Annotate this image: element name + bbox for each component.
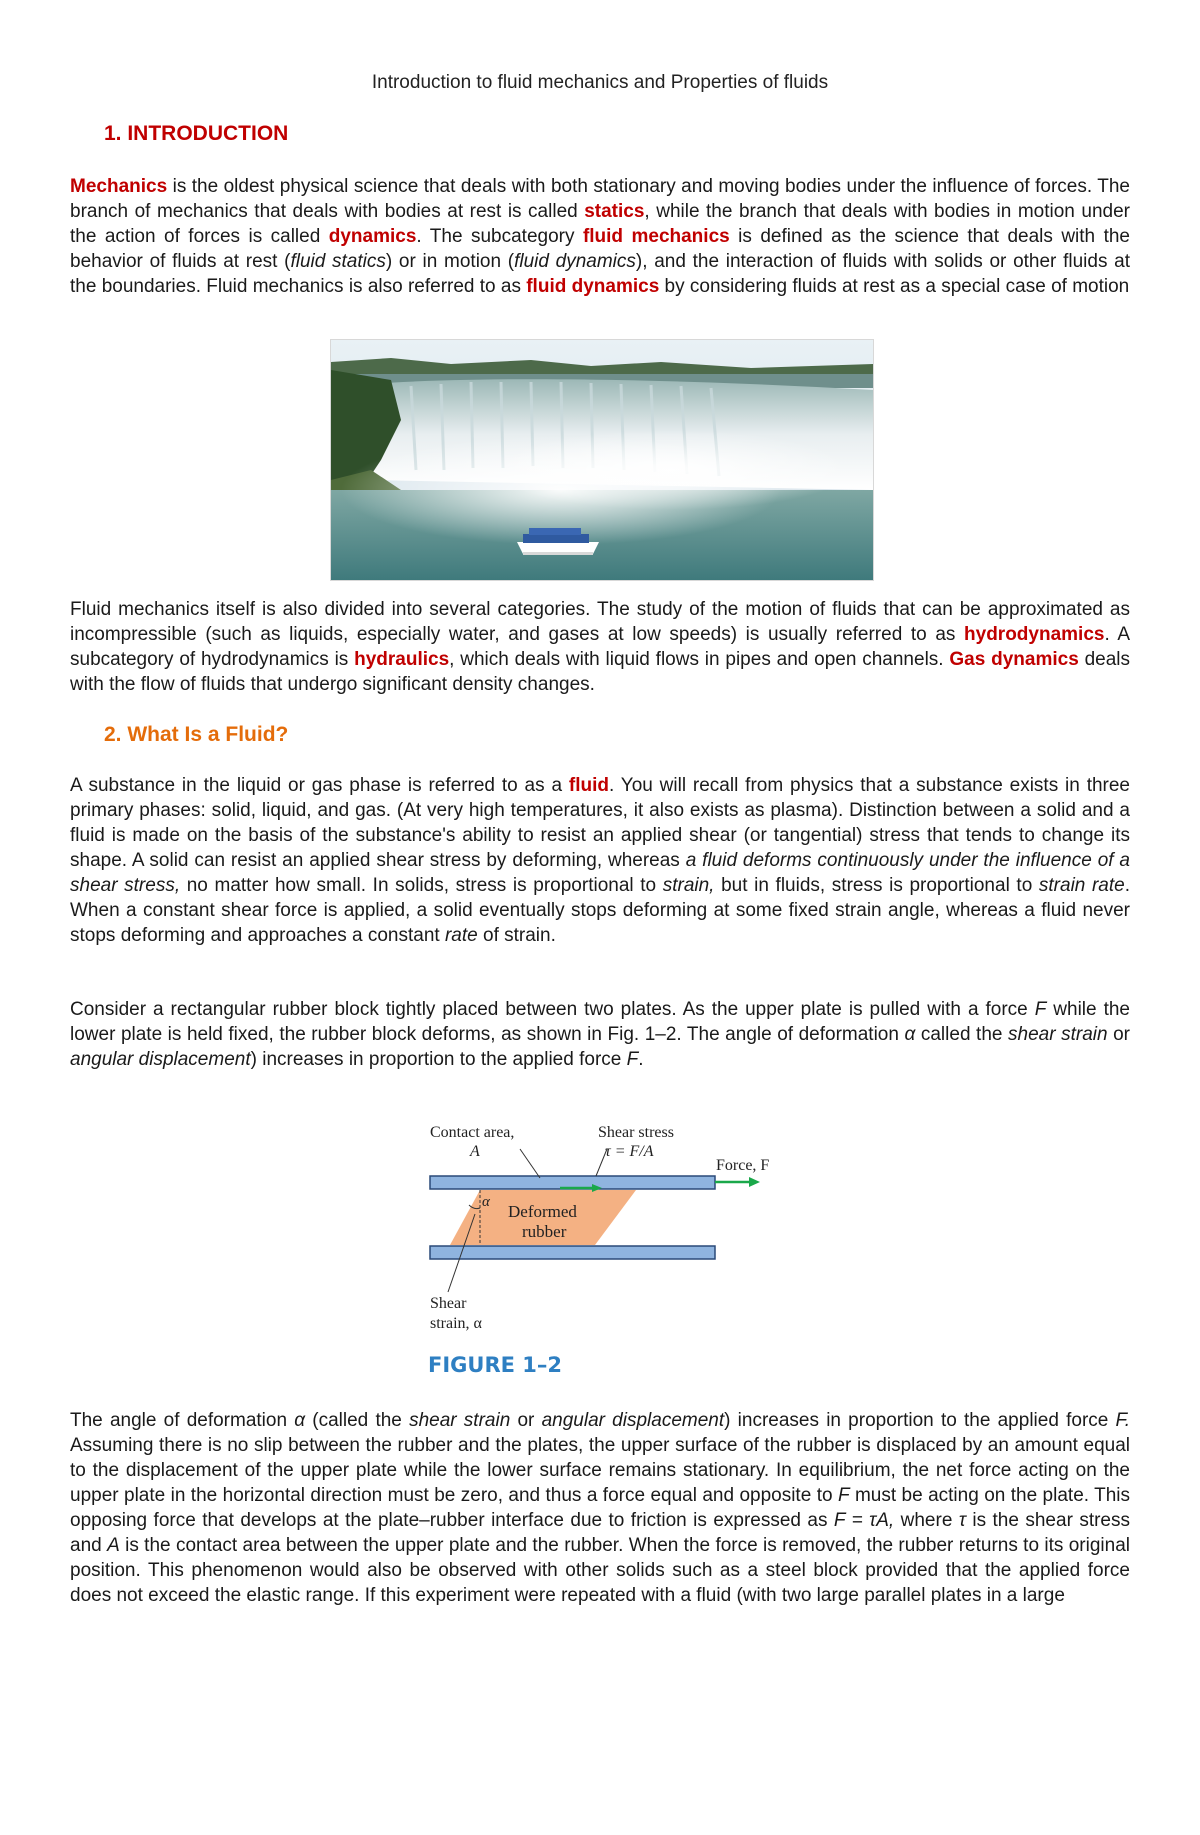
text-run: . (638, 1049, 644, 1070)
text-run: Fluid mechanics itself is also divided into several categories. The study of the motion of fluids that can be approximated as incompressible (such as liquids, especially water, and gases at low speeds) is usually referred to as (70, 599, 1130, 645)
italic-term: α (294, 1410, 306, 1431)
italic-term: fluid dynamics (514, 251, 636, 272)
italic-term: a fluid deforms continuously under the influence of a shear stress, (70, 850, 1130, 896)
text-run: while the lower plate is held fixed, the rubber block deforms, as shown in Fig. 1–2. The angle of deformation (70, 999, 1130, 1045)
italic-term: τ (958, 1510, 966, 1531)
italic-term: F (1034, 999, 1047, 1020)
italic-term: A (107, 1535, 120, 1556)
alpha-label: α (482, 1194, 490, 1210)
text-run: where (894, 1510, 959, 1531)
italic-term: fluid statics (290, 251, 386, 272)
rubber-label: rubber (522, 1222, 567, 1241)
equilibrium-paragraph (70, 1408, 1130, 1608)
lower-plate (430, 1246, 715, 1259)
text-run: A substance in the liquid or gas phase is referred to as a (70, 775, 569, 796)
intro-paragraph (70, 174, 1130, 299)
shear-stress-equation: τ = F/A (605, 1143, 654, 1160)
italic-term: angular displacement (541, 1410, 725, 1431)
text-run: . A subcategory of hydrodynamics is (70, 624, 1130, 670)
text-run: The angle of deformation (70, 1410, 295, 1431)
italic-term: F = τA, (833, 1510, 895, 1531)
text-run: no matter how small. In solids, stress is proportional to (180, 875, 663, 896)
keyword: hydrodynamics (964, 624, 1105, 645)
strain-label: strain, α (430, 1315, 482, 1332)
text-run: . The subcategory (416, 226, 583, 247)
rubber-block-paragraph (70, 997, 1130, 1072)
shear-stress-label: Shear stress (598, 1124, 674, 1141)
page-header-title: Introduction to fluid mechanics and Properties of fluids (371, 72, 829, 93)
text-run: is the contact area between the upper plate and the rubber. When the force is removed, the rubber returns to its original position. This phenomenon would also be observed with other solids such as a steel block provided that the applied force does not exceed the elastic range. If this experiment were repeated with a fluid (with two large parallel plates in a large (70, 1535, 1130, 1606)
text-run: or (1107, 1024, 1130, 1045)
italic-term: F. (1115, 1410, 1130, 1431)
categories-paragraph (70, 597, 1130, 697)
italic-term: shear strain (409, 1410, 511, 1431)
keyword: fluid dynamics (526, 276, 660, 297)
text-run: ) increases in proportion to the applied force (250, 1049, 627, 1070)
text-run: by considering fluids at rest as a special case of motion (659, 276, 1130, 297)
section-2-heading: 2. What Is a Fluid? (104, 723, 289, 746)
keyword: hydraulics (354, 649, 450, 670)
text-run: but in fluids, stress is proportional to (714, 875, 1039, 896)
text-run: . You will recall from physics that a substance exists in three primary phases: solid, liquid, and gas. (At very high temperatures, it also exists as plasma). Distinction between a solid and a fluid is made on the basis of the substance's ability to resist an applied shear (or tangential) stress that tends to change its shape. A solid can resist an applied shear stress by deforming, whereas (70, 775, 1130, 871)
text-run: , while the branch that deals with bodies in motion under the action of forces is called (70, 201, 1130, 247)
italic-term: shear strain (1008, 1024, 1108, 1045)
contact-area-symbol: A (470, 1143, 480, 1160)
italic-term: strain rate (1038, 875, 1125, 896)
text-run: ), and the interaction of fluids with solids or other fluids at the boundaries. Fluid mechanics is also referred to as (70, 251, 1131, 297)
figure-caption: FIGURE 1–2 (428, 1353, 562, 1377)
text-run: or (510, 1410, 542, 1431)
text-run: must be acting on the plate. This opposing force that develops at the plate–rubber interface due to friction is expressed as (70, 1485, 1130, 1531)
text-run: , which deals with liquid flows in pipes and open channels. (449, 649, 950, 670)
text-run: of strain. (477, 925, 556, 946)
keyword: fluid mechanics (582, 226, 730, 247)
italic-term: α (904, 1024, 916, 1045)
keyword: statics (584, 201, 645, 222)
text-run: Consider a rectangular rubber block tightly placed between two plates. As the upper plate is pulled with a force (70, 999, 1035, 1020)
section-1-heading: 1. INTRODUCTION (104, 122, 289, 145)
text-run: is defined as the science that deals with the behavior of fluids at rest ( (70, 226, 1130, 272)
text-run: (called the (305, 1410, 410, 1431)
shear-figure (420, 1118, 820, 1348)
keyword: Mechanics (70, 176, 168, 197)
deformed-label: Deformed (508, 1202, 577, 1221)
waterfall-photo (330, 339, 874, 581)
italic-term: F (837, 1485, 850, 1506)
text-run: ) or in motion ( (385, 251, 515, 272)
keyword: fluid (568, 775, 609, 796)
text-run: ) increases in proportion to the applied force (724, 1410, 1116, 1431)
text-run: Assuming there is no slip between the rubber and the plates, the upper surface of the rubber is displaced by an amount equal to the displacement of the upper plate while the lower surface remains stationary. In equilibrium, the net force acting on the upper plate in the horizontal direction must be zero, and thus a force equal and opposite to (70, 1435, 1130, 1506)
force-label: Force, F (716, 1157, 770, 1174)
text-run: deals with the flow of fluids that undergo significant density changes. (70, 649, 1131, 695)
keyword: dynamics (328, 226, 417, 247)
keyword: Gas dynamics (949, 649, 1079, 670)
fluid-definition-paragraph (70, 773, 1130, 948)
text-run: is the oldest physical science that deals with both stationary and moving bodies under the influence of forces. The branch of mechanics that deals with bodies at rest is called (70, 176, 1130, 222)
text-run: is the shear stress and (70, 1510, 1130, 1556)
shear-label: Shear (430, 1295, 467, 1312)
italic-term: F (626, 1049, 639, 1070)
italic-term: angular displacement (70, 1049, 251, 1070)
contact-area-label: Contact area, (430, 1124, 515, 1141)
italic-term: rate (444, 925, 478, 946)
text-run: . When a constant shear force is applied, a solid eventually stops deforming at some fixed strain angle, whereas a fluid never stops deforming and approaches a constant (70, 875, 1130, 946)
text-run: called the (915, 1024, 1009, 1045)
italic-term: strain, (662, 875, 715, 896)
